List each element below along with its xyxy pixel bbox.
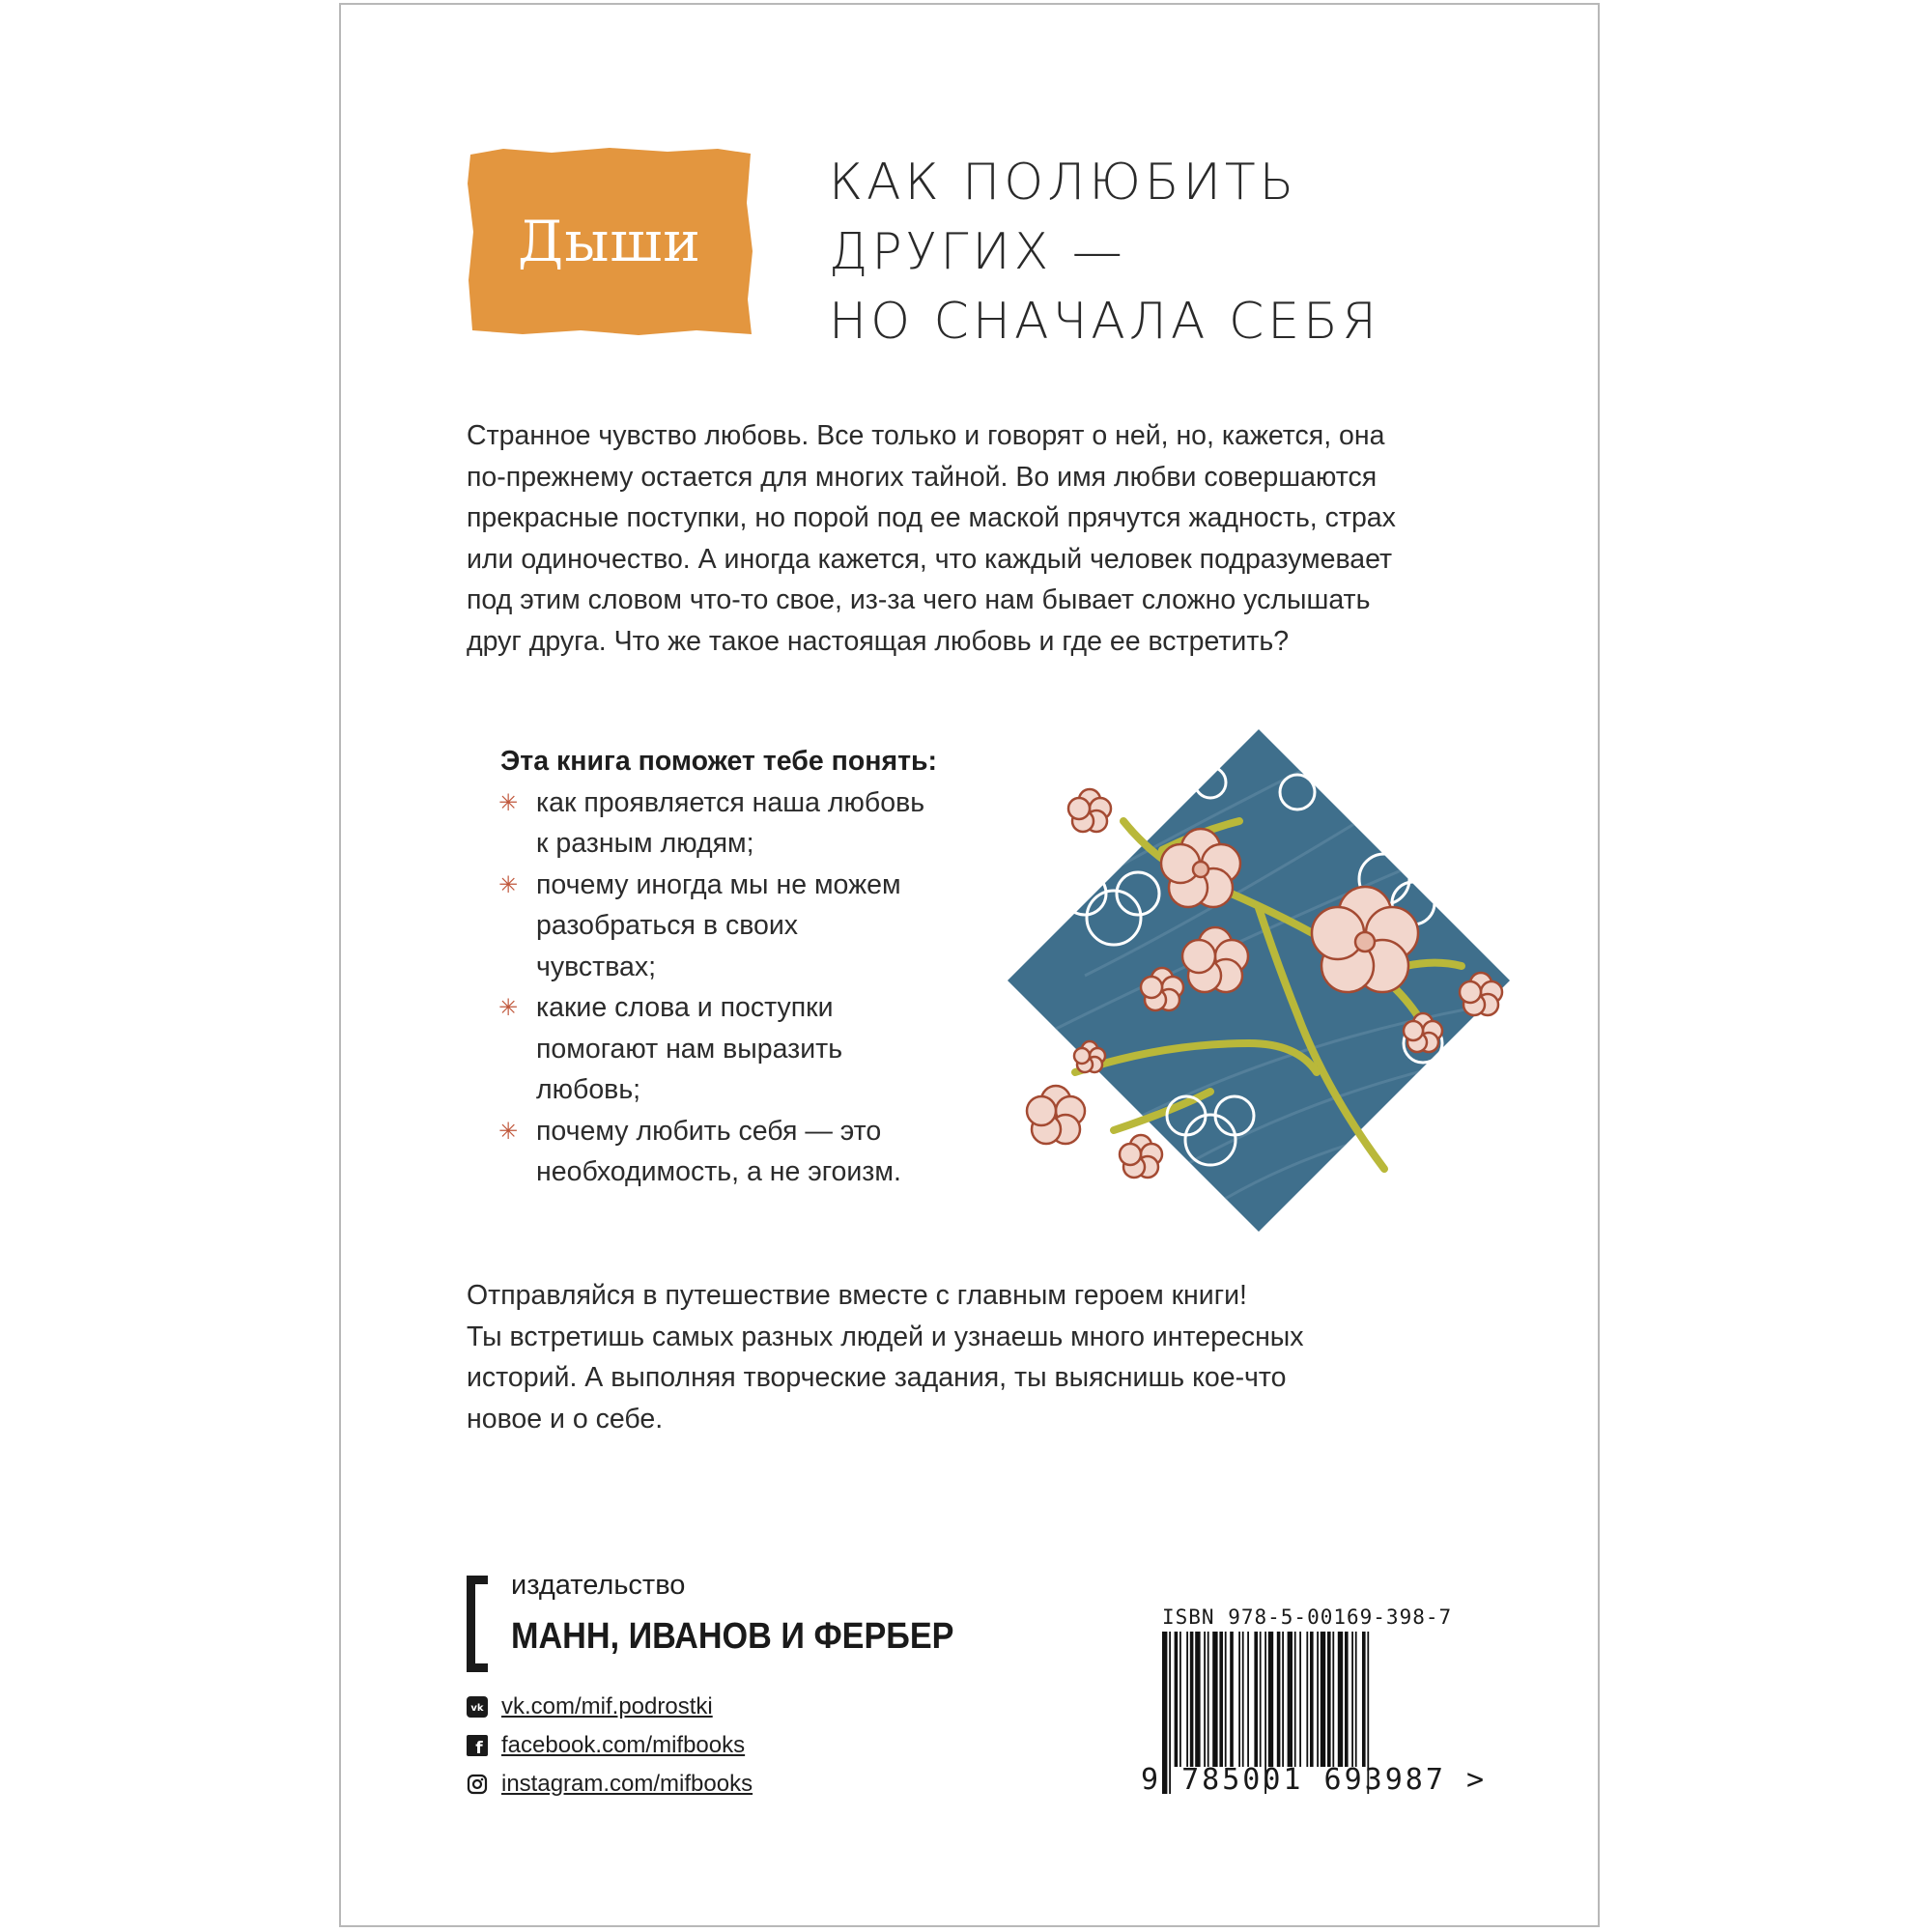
intro-line: друг друга. Что же такое настоящая любовь и где ее встретить? (467, 625, 1290, 657)
barcode-bar (1355, 1632, 1357, 1767)
barcode-bar (1260, 1632, 1262, 1767)
publisher-name: МАНН, ИВАНОВ И ФЕРБЕР (511, 1616, 954, 1657)
asterisk-bullet-icon: ✳ (498, 870, 519, 898)
link-text[interactable]: instagram.com/mifbooks (501, 1771, 753, 1797)
barcode-bar (1282, 1632, 1284, 1767)
title-line: ДРУГИХ — (829, 223, 1126, 281)
list-item-line: разобраться в своих (536, 910, 799, 941)
list-item-line: почему иногда мы не можем (536, 868, 901, 900)
outro-line: Отправляйся в путешествие вместе с главным героем книги! (467, 1280, 1247, 1311)
asterisk-bullet-icon: ✳ (498, 1117, 519, 1145)
barcode-bar (1247, 1632, 1249, 1767)
barcode-bar (1242, 1632, 1244, 1767)
intro-line: прекрасные поступки, но порой под ее маской прячутся жадность, страх (467, 502, 1396, 533)
barcode-bar (1332, 1632, 1334, 1767)
list-item-line: необходимость, а не эгоизм. (536, 1156, 901, 1187)
social-links (467, 1688, 753, 1804)
book-back-cover (339, 3, 1600, 1927)
svg-text:vk: vk (470, 1703, 484, 1714)
list-item (500, 1111, 1003, 1193)
list-item (500, 782, 1003, 865)
barcode-bar (1186, 1632, 1188, 1767)
barcode-bar (1321, 1632, 1325, 1767)
barcode-bar (1327, 1632, 1331, 1767)
link-text[interactable]: vk.com/mif.podrostki (501, 1693, 713, 1719)
list-heading: Эта книга поможет тебе понять: (500, 746, 938, 777)
list-item-line: какие слова и поступки (536, 992, 834, 1023)
barcode-bar (1212, 1632, 1217, 1767)
list-item-line: любовь; (536, 1074, 641, 1105)
intro-line: по-прежнему остается для многих тайной. Во имя любви совершаются (467, 461, 1378, 493)
barcode-bar (1268, 1632, 1273, 1767)
barcode-digits: 9 785001 693987 > (1141, 1763, 1488, 1797)
barcode-bar (1230, 1632, 1234, 1767)
intro-line: Странное чувство любовь. Все только и говорят о ней, но, кажется, она (467, 420, 1385, 451)
barcode-bar (1345, 1632, 1349, 1767)
intro-line: под этим словом что-то свое, из-за чего нам бывает сложно услышать (467, 584, 1371, 615)
series-badge (465, 145, 754, 338)
list-item-line: помогают нам выразить (536, 1033, 843, 1065)
publisher-label: издательство (511, 1570, 686, 1601)
badge-label: Дыши (518, 209, 701, 274)
svg-text:f: f (475, 1739, 483, 1756)
barcode-bar (1299, 1632, 1301, 1767)
social-link-facebook[interactable] (467, 1726, 753, 1765)
link-text[interactable]: facebook.com/mifbooks (501, 1732, 746, 1758)
barcode-bar (1338, 1632, 1343, 1767)
barcode-bar (1208, 1632, 1209, 1767)
facebook-icon (467, 1735, 488, 1756)
barcode-bar (1175, 1632, 1179, 1767)
vk-icon (467, 1696, 488, 1718)
barcode-bar (1190, 1632, 1194, 1767)
barcode-bar (1317, 1632, 1319, 1767)
outro-paragraph (467, 1275, 1500, 1439)
barcode-bar (1310, 1632, 1314, 1767)
outro-line: новое и о себе. (467, 1403, 664, 1435)
title-line: КАК ПОЛЮБИТЬ (829, 154, 1298, 212)
isbn-label: ISBN 978-5-00169-398-7 (1162, 1605, 1453, 1629)
intro-line: или одиночество. А иногда кажется, что каждый человек подразумевает (467, 543, 1393, 575)
list-item-line: как проявляется наша любовь (536, 786, 925, 818)
barcode-bar (1204, 1632, 1206, 1767)
barcode-bar (1362, 1632, 1366, 1767)
list-item (500, 987, 1003, 1111)
barcode-bar (1294, 1632, 1296, 1767)
list-item-line: почему любить себя — это (536, 1115, 882, 1147)
outro-line: историй. А выполняя творческие задания, ты выяснишь кое-что (467, 1362, 1287, 1393)
asterisk-bullet-icon: ✳ (498, 788, 519, 816)
cherry-blossom-illustration (969, 724, 1529, 1236)
benefits-list (500, 741, 1003, 1193)
barcode-bar (1254, 1632, 1258, 1767)
list-item (500, 865, 1003, 988)
barcode-bar (1225, 1632, 1227, 1767)
title-line: НО СНАЧАЛА СЕБЯ (829, 293, 1380, 351)
intro-paragraph (467, 415, 1500, 662)
social-link-instagram[interactable] (467, 1765, 753, 1804)
instagram-icon (467, 1774, 488, 1795)
publisher-logo (467, 1570, 969, 1686)
barcode-bar (1351, 1632, 1353, 1767)
book-title (829, 148, 1563, 356)
barcode-bar (1238, 1632, 1240, 1767)
barcode-bar (1179, 1632, 1181, 1767)
barcode-bar (1288, 1632, 1293, 1767)
bracket-logo-icon (467, 1576, 488, 1672)
asterisk-bullet-icon: ✳ (498, 994, 519, 1021)
barcode-bar (1219, 1632, 1223, 1767)
social-link-vk[interactable] (467, 1688, 753, 1726)
outro-line: Ты встретишь самых разных людей и узнаешь много интересных (467, 1321, 1304, 1352)
list-item-line: чувствах; (536, 951, 657, 982)
barcode-bar (1277, 1632, 1281, 1767)
barcode-bar (1195, 1632, 1200, 1767)
barcode-bar (1306, 1632, 1308, 1767)
list-item-line: к разным людям; (536, 828, 754, 859)
